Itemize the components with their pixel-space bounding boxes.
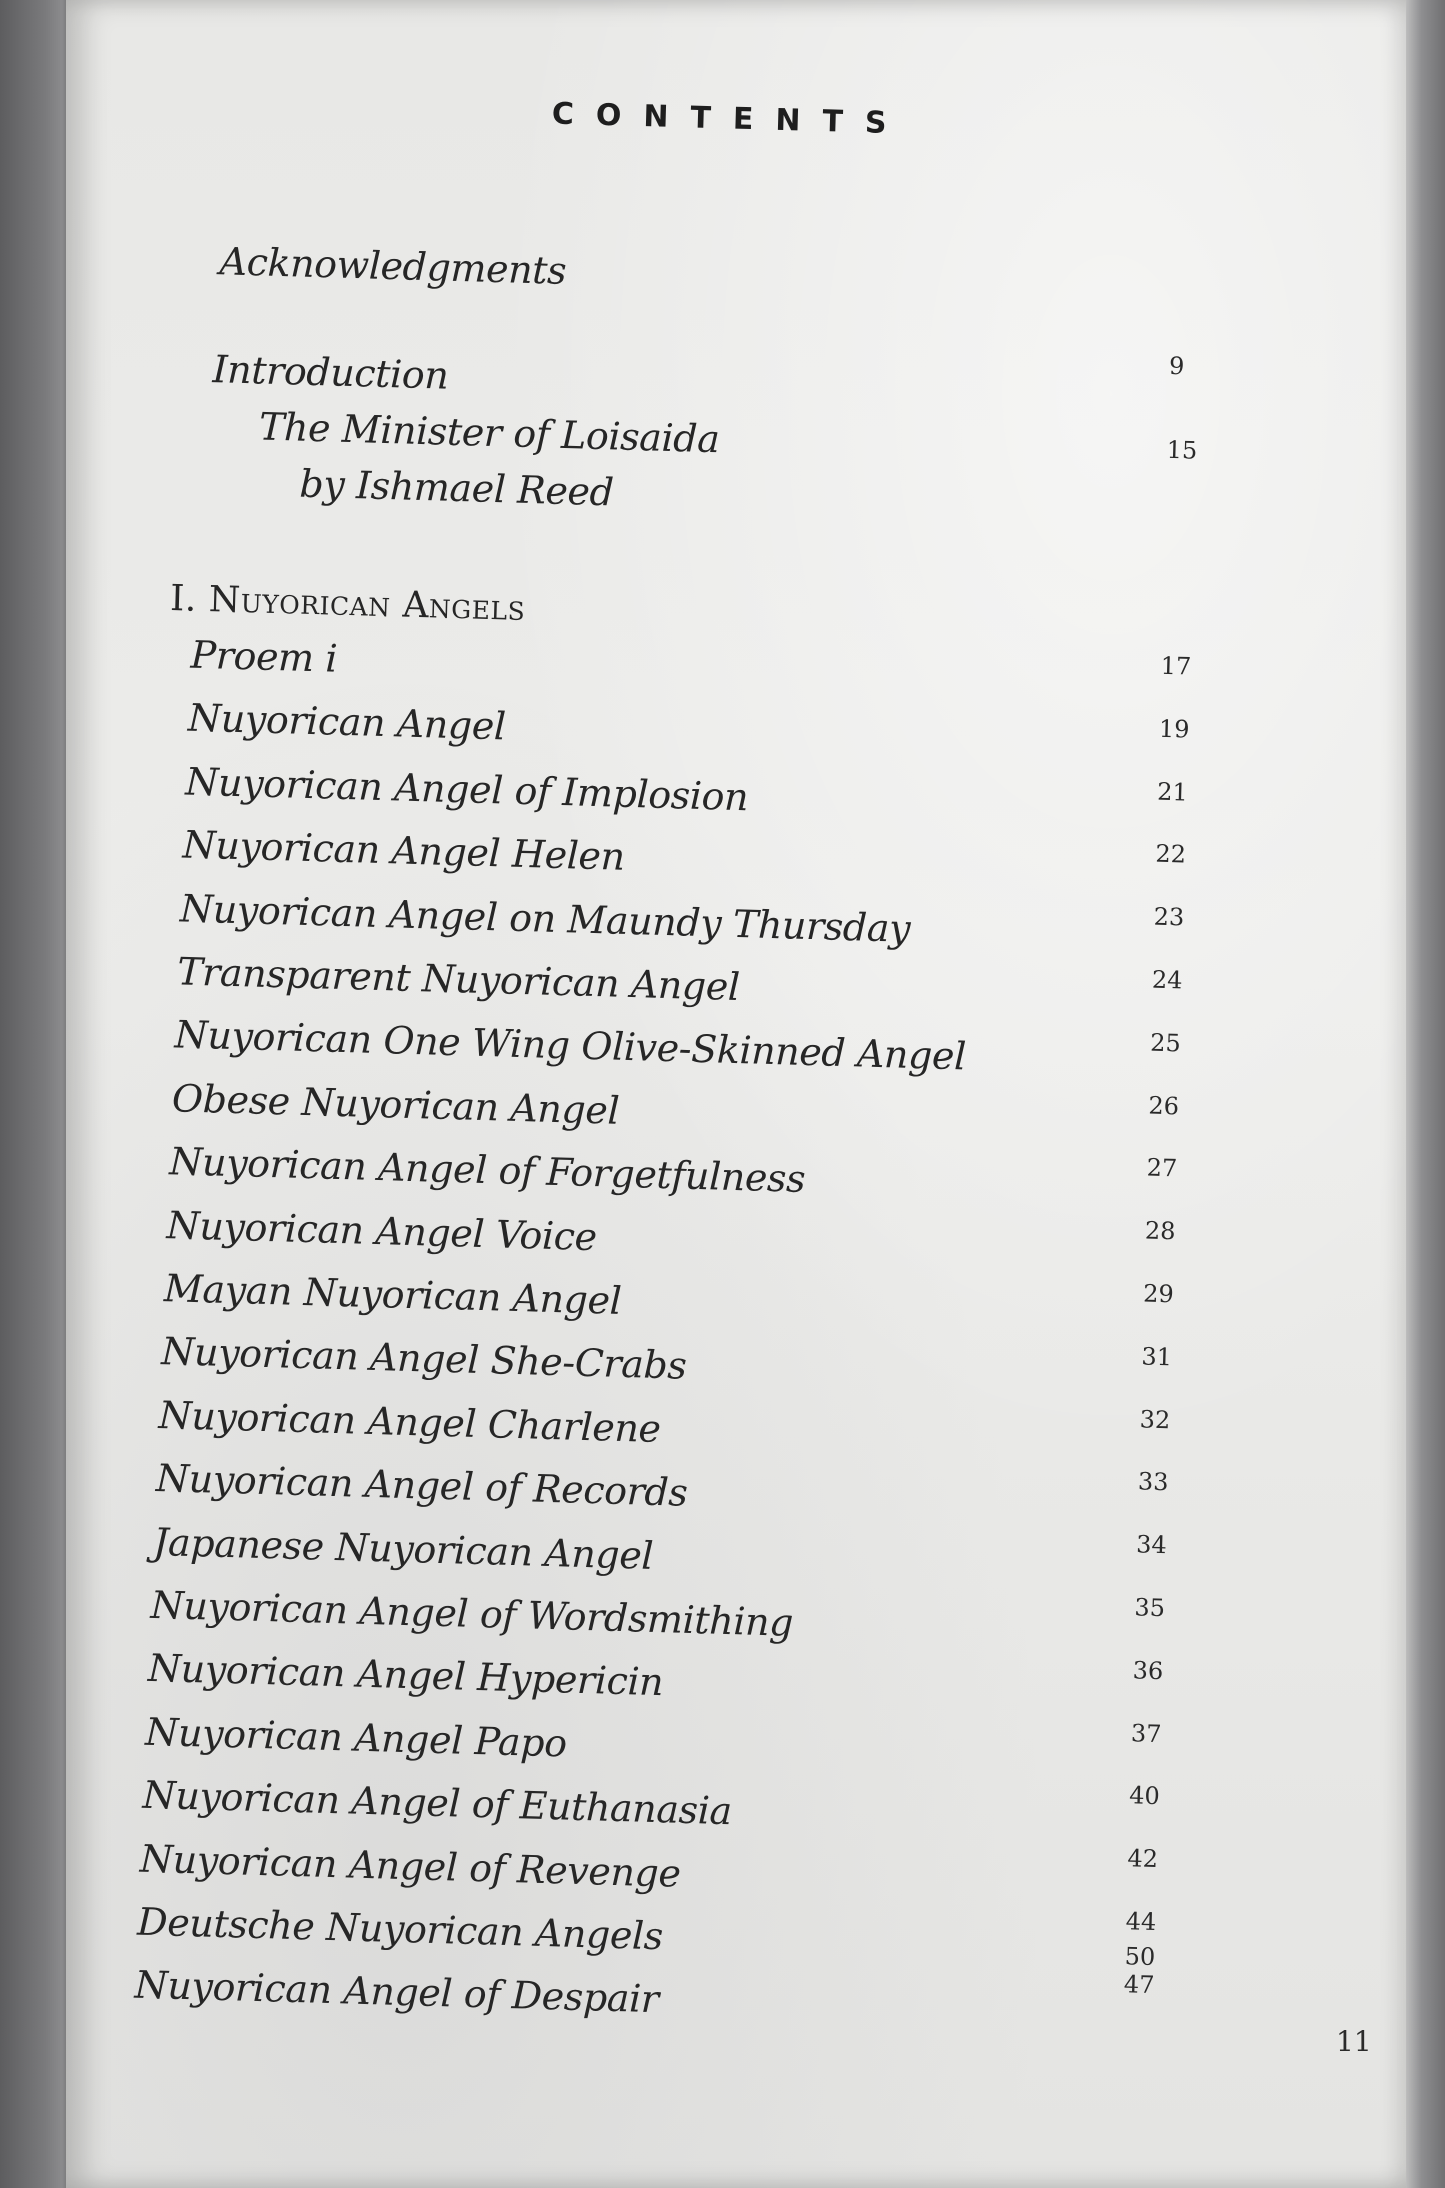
toc-title: Nuyorican One Wing Olive-Skinned Angel [174, 1012, 967, 1079]
toc-title: Nuyorican Angel Hypericin [147, 1646, 664, 1705]
toc-title: Mayan Nuyorican Angel [163, 1266, 623, 1323]
toc-page-number: 50 [1124, 1942, 1156, 1972]
toc-page-number: 23 [1153, 902, 1185, 932]
contents-block [30, 0, 1431, 2188]
toc-page-number: 42 [1127, 1844, 1159, 1874]
toc-title: The Minister of Loisaida [258, 404, 721, 462]
toc-title: Nuyorican Angel of Records [155, 1456, 689, 1516]
toc-row-acknowledgments [83, 230, 1424, 323]
toc-page-number: 26 [1148, 1091, 1180, 1121]
toc-page-number: 15 [1166, 435, 1198, 465]
toc-page-number: 35 [1134, 1593, 1166, 1623]
toc-title: Nuyorican Angel of Forgetfulness [168, 1139, 806, 1202]
toc-page-number: 28 [1144, 1216, 1176, 1246]
toc-page-number: 25 [1149, 1028, 1182, 1058]
toc-title: Nuyorican Angel She-Crabs [160, 1329, 688, 1389]
toc-page-number: 40 [1128, 1781, 1161, 1811]
toc-page-number: 32 [1139, 1405, 1171, 1434]
toc-title: Nuyorican Angel of Wordsmithing [150, 1582, 794, 1645]
toc-title: Nuyorican Angel on Maundy Thursday [179, 886, 911, 951]
toc-title: Nuyorican Angel of Despair [133, 1962, 660, 2022]
toc-title: Nuyorican Angel of Implosion [184, 759, 749, 820]
toc-page-number: 29 [1142, 1279, 1175, 1309]
toc-title: Proem i [190, 632, 338, 681]
toc-title: Deutsche Nuyorican Angels [136, 1899, 664, 1959]
toc-page-number: 36 [1132, 1656, 1164, 1685]
page-edge [1406, 0, 1445, 2188]
page-folio: 11 [1336, 2025, 1372, 2058]
toc-title: Acknowledgments [219, 239, 567, 293]
toc-page-number: 24 [1151, 965, 1183, 995]
toc-page-number: 27 [1146, 1153, 1178, 1183]
toc-title: Nuyorican Angel Voice [166, 1202, 598, 1259]
toc-page-number: 34 [1135, 1530, 1168, 1560]
toc-page-number: 44 [1125, 1907, 1157, 1937]
toc-page-number: 19 [1158, 714, 1190, 744]
contents-page [66, 0, 1406, 2188]
toc-title: Obese Nuyorican Angel [171, 1076, 620, 1133]
toc-page-number: 33 [1137, 1467, 1169, 1497]
toc-page-number: 31 [1141, 1342, 1173, 1372]
toc-title: Nuyorican Angel Charlene [158, 1392, 662, 1451]
toc-title: Nuyorican Angel Papo [144, 1709, 568, 1766]
toc-page-number: 21 [1156, 777, 1189, 807]
toc-title: Transparent Nuyorican Angel [176, 949, 741, 1010]
contents-heading: CONTENTS [551, 96, 910, 142]
toc-title: Nuyorican Angel of Euthanasia [141, 1772, 733, 1834]
toc-title: Nuyorican Angel Helen [182, 822, 626, 880]
toc-title: Nuyorican Angel of Revenge [139, 1836, 682, 1896]
toc-page-number: 22 [1155, 840, 1187, 869]
toc-page-number: 47 [1123, 1970, 1155, 1999]
toc-page-number: 9 [1168, 351, 1185, 381]
toc-author: by Ishmael Reed [298, 461, 615, 515]
section-title: I. Nuyorican Angels [169, 578, 526, 629]
toc-page-number: 37 [1130, 1718, 1162, 1748]
toc-title: Nuyorican Angel [187, 695, 507, 749]
toc-title: Introduction [212, 347, 450, 398]
toc-page-number: 17 [1160, 651, 1192, 681]
toc-title: Japanese Nuyorican Angel [152, 1519, 654, 1578]
